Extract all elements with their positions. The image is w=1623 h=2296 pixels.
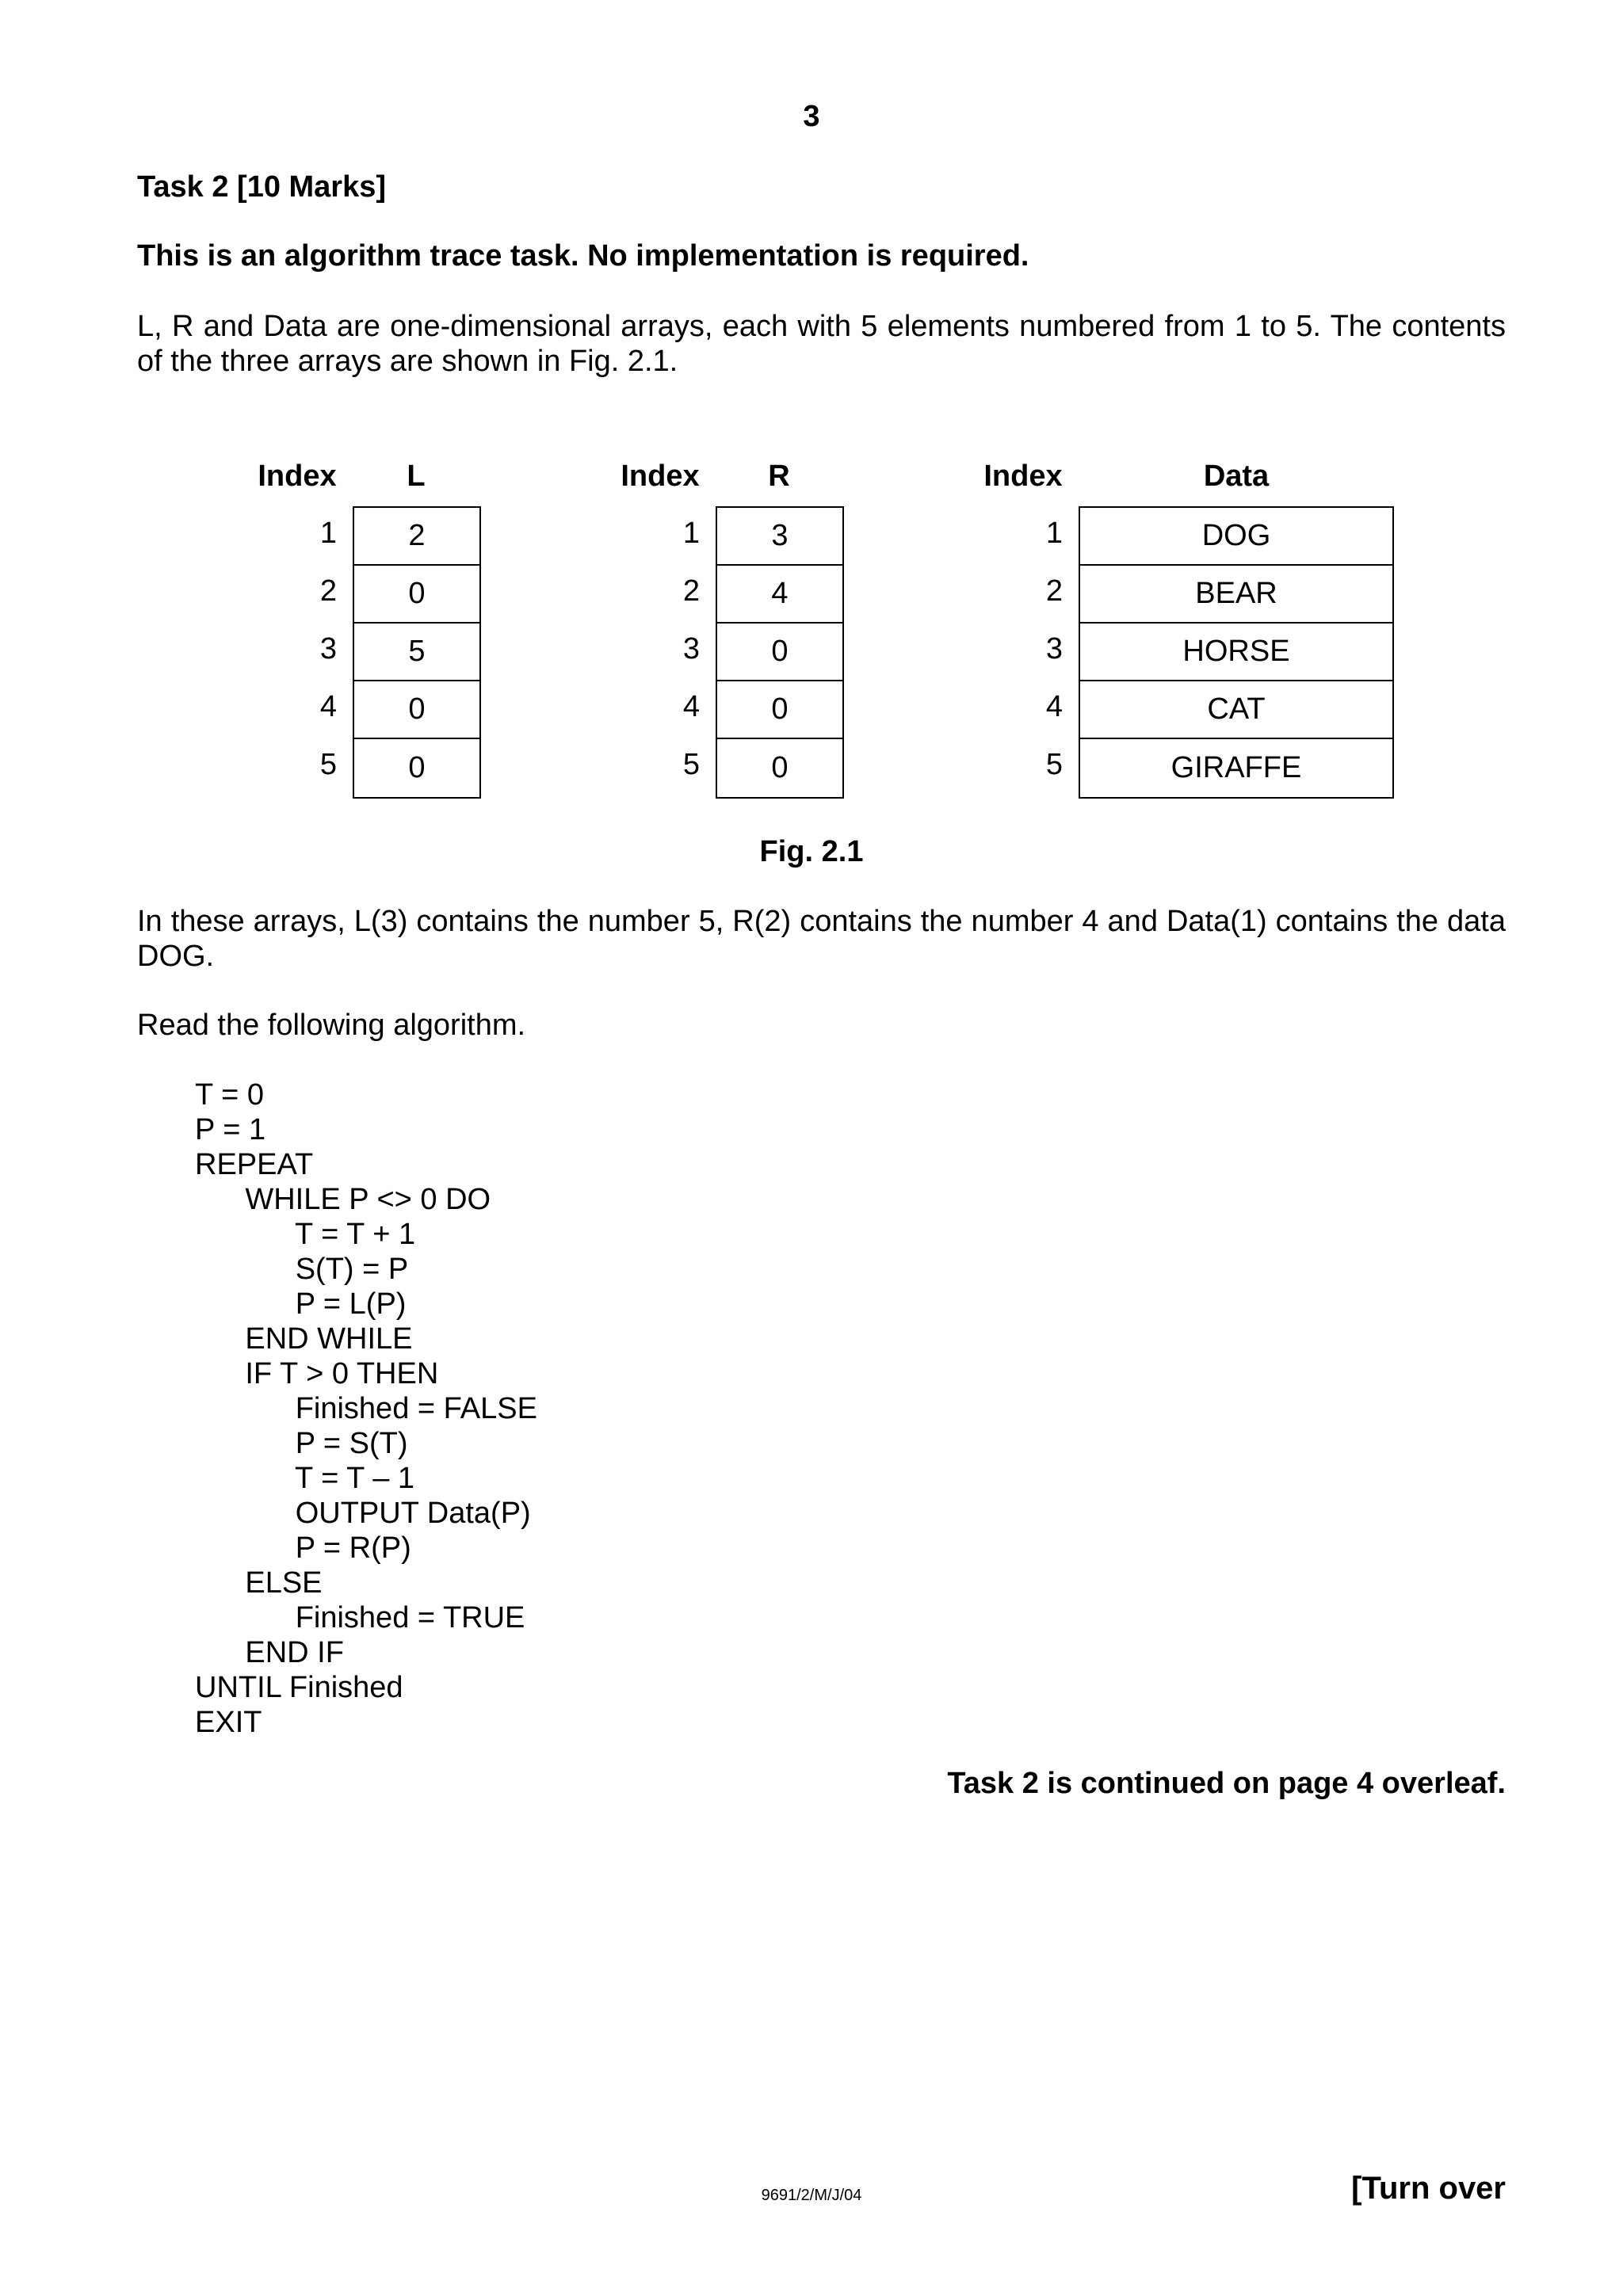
algorithm-line: UNTIL Finished [195,1671,403,1704]
array-l-cell: 0 [354,681,479,739]
array-data-cell: GIRAFFE [1170,751,1302,784]
turn-over-label: [Turn over [1351,2171,1506,2206]
algorithm-line: S(T) = P [195,1253,409,1286]
array-r-index-header: Index [621,460,700,493]
array-r-name: R [768,460,790,493]
array-l-index: 1 [319,517,337,550]
algorithm-line: T = 0 [195,1078,264,1112]
array-data-index: 2 [1045,574,1063,608]
array-data-index-header: Index [983,460,1063,493]
array-l-index: 3 [319,632,337,666]
array-r-cell: 4 [717,566,842,624]
instruction-text: This is an algorithm trace task. No implementation is required. [137,239,1029,273]
array-data-index: 5 [1045,748,1063,781]
algorithm-line: P = L(P) [195,1287,407,1321]
algorithm-line: REPEAT [195,1148,314,1181]
array-l-index-header: Index [258,460,337,493]
algorithm-line: Finished = TRUE [195,1601,525,1634]
array-data-cells [1079,506,1394,799]
figure-caption: Fig. 2.1 [759,835,864,868]
read-prompt: Read the following algorithm. [137,1009,526,1042]
array-data-cell: DOG [1080,508,1392,566]
continued-note: Task 2 is continued on page 4 overleaf. [947,1767,1506,1800]
algorithm-line: END WHILE [195,1322,413,1356]
algorithm-line: Finished = FALSE [195,1392,537,1425]
algorithm-line: T = T + 1 [195,1218,416,1251]
algorithm-line: P = 1 [195,1113,266,1146]
array-r-cell: 0 [717,624,842,681]
algorithm-line: P = S(T) [195,1427,408,1460]
array-l-cell: 2 [354,508,479,566]
algorithm-line: OUTPUT Data(P) [195,1497,531,1530]
array-data-index: 1 [1045,517,1063,550]
array-l-name: L [407,460,426,493]
array-l-index: 5 [319,748,337,781]
array-data-index: 3 [1045,632,1063,666]
array-r-index: 3 [682,632,700,666]
array-r-cell: 0 [771,751,789,784]
array-data-cell: HORSE [1080,624,1392,681]
algorithm-line: P = R(P) [195,1531,411,1565]
algorithm-line: EXIT [195,1706,262,1739]
array-l-cell: 0 [408,751,426,784]
intro-paragraph: L, R and Data are one-dimensional arrays, each with 5 elements numbered from 1 to 5. The contents of the three arrays are shown in Fig. 2.1. [137,310,1506,378]
array-l-cell: 5 [354,624,479,681]
example-paragraph: In these arrays, L(3) contains the number 5, R(2) contains the number 4 and Data(1) contains the data DOG. [137,905,1506,973]
algorithm-line: T = T – 1 [195,1462,415,1495]
array-r-cells [716,506,844,799]
array-r-index: 5 [682,748,700,781]
array-r-index: 2 [682,574,700,608]
footer-paper-code: 9691/2/M/J/04 [761,2187,862,2204]
array-data-name: Data [1203,460,1270,493]
array-l-index: 2 [319,574,337,608]
algorithm-line: IF T > 0 THEN [195,1357,439,1390]
array-r-index: 4 [682,690,700,723]
array-l-cell: 0 [354,566,479,624]
array-l-index: 4 [319,690,337,723]
algorithm-line: END IF [195,1636,344,1669]
array-data-cell: BEAR [1080,566,1392,624]
algorithm-line: WHILE P <> 0 DO [195,1183,491,1216]
array-r-cell: 0 [717,681,842,739]
algorithm-line: ELSE [195,1566,323,1600]
array-r-cell: 3 [717,508,842,566]
array-l-cells [353,506,481,799]
array-r-index: 1 [682,517,700,550]
page-number: 3 [803,100,820,133]
task-heading: Task 2 [10 Marks] [137,170,387,204]
array-data-index: 4 [1045,690,1063,723]
algorithm-code [195,1077,537,1740]
array-data-cell: CAT [1080,681,1392,739]
